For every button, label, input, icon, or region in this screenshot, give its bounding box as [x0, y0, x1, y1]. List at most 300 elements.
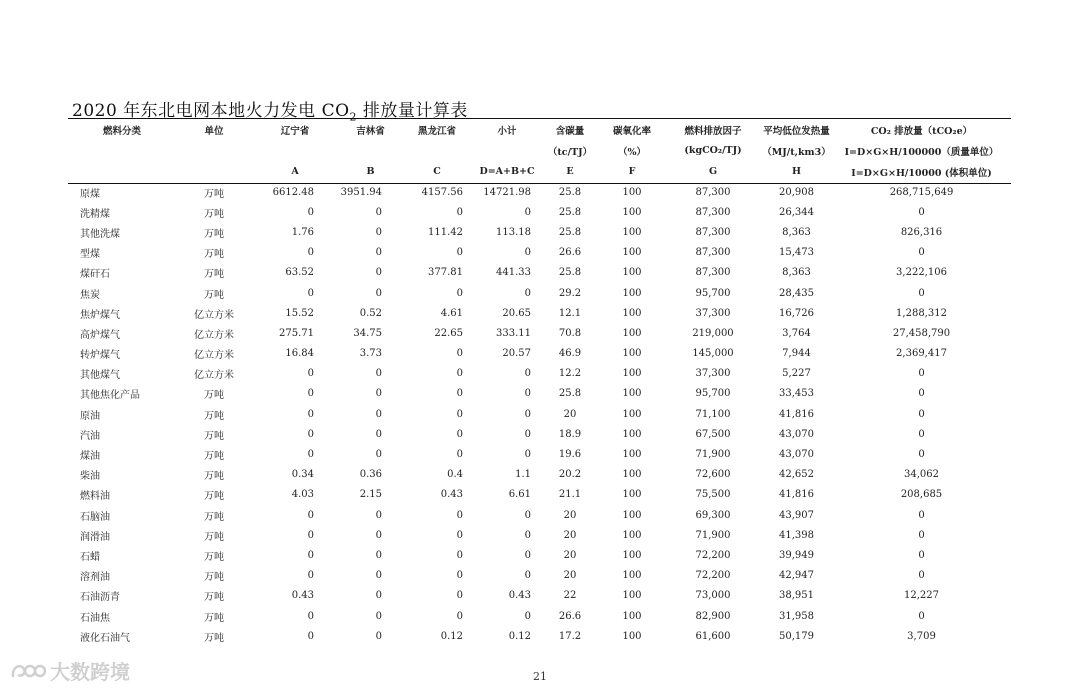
table-cell: 61,600	[695, 630, 731, 642]
header-cell: D=A+B+C	[479, 166, 535, 177]
table-cell: 20.2	[558, 469, 582, 481]
table-cell: 万吨	[204, 208, 224, 220]
table-cell: 25.8	[558, 186, 582, 198]
table-cell: 0	[375, 428, 382, 440]
header-cell: 平均低位发热量	[763, 125, 830, 137]
table-cell: 12.1	[558, 307, 582, 319]
header-cell	[250, 140, 340, 161]
table-cell: 826,316	[900, 226, 943, 238]
table-cell: 33,453	[779, 388, 814, 400]
table-cell: 0	[375, 630, 382, 642]
table-cell: 0	[524, 388, 531, 400]
table-cell: 275.71	[279, 327, 314, 339]
page-number: 21	[533, 670, 547, 683]
header-cell: 燃料分类	[103, 125, 142, 137]
table-cell: 14721.98	[483, 186, 531, 198]
table-cell: 95,700	[695, 287, 731, 299]
fuel-name-cell: 焦炉煤气	[80, 309, 120, 321]
header-cell	[340, 140, 401, 161]
fuel-name-cell: 型煤	[80, 249, 100, 261]
table-cell: 25.8	[558, 226, 582, 238]
table-cell: 万吨	[204, 632, 224, 644]
table-cell: 0	[375, 267, 382, 279]
table-cell: 0	[918, 388, 925, 400]
table-row	[68, 283, 1011, 303]
table-cell: 20	[563, 529, 577, 541]
table-cell: 0.34	[291, 469, 314, 481]
table-cell: 万吨	[204, 430, 224, 442]
table-row	[68, 182, 1011, 202]
table-cell: 0.43	[440, 489, 463, 501]
header-cell: （tc/TJ）	[547, 146, 593, 158]
header-cell: (kgCO₂/TJ)	[684, 145, 742, 156]
table-cell: 0	[307, 368, 314, 380]
table-cell: 亿立方米	[194, 370, 234, 382]
table-cell: 0.43	[508, 590, 531, 602]
header-cell: I=D×G×H/100000（质量单位）	[844, 146, 999, 158]
table-cell: 0	[375, 509, 382, 521]
table-row	[68, 485, 1011, 505]
table-cell: 26.6	[558, 247, 582, 259]
table-cell: 268,715,649	[889, 186, 954, 198]
fuel-name-cell: 燃料油	[80, 491, 110, 503]
table-cell: 42,652	[779, 469, 814, 481]
table-cell: 0	[456, 287, 463, 299]
table-cell: 111.42	[428, 226, 463, 238]
table-cell: 0	[307, 428, 314, 440]
table-cell: 0	[918, 610, 925, 622]
fuel-name-cell: 其他煤气	[80, 370, 120, 382]
table-cell: 0	[456, 549, 463, 561]
header-cell: C	[433, 166, 441, 177]
table-cell: 0.12	[508, 630, 531, 642]
table-cell: 22.65	[434, 327, 463, 339]
table-cell: 0	[307, 449, 314, 461]
table-cell: 3,764	[782, 327, 811, 339]
table-cell: 18.9	[558, 428, 582, 440]
table-cell: 41,398	[779, 529, 814, 541]
table-cell: 50,179	[779, 630, 814, 642]
table-cell: 29.2	[558, 287, 582, 299]
table-cell: 0	[524, 549, 531, 561]
table-cell: 25.8	[558, 388, 582, 400]
header-cell	[68, 140, 178, 161]
table-cell: 0	[524, 408, 531, 420]
table-cell: 20.57	[502, 348, 531, 360]
table-cell: 20	[563, 549, 577, 561]
title-subscript: 2	[349, 110, 358, 124]
fuel-name-cell: 原油	[80, 410, 100, 422]
table-cell: 39,949	[779, 549, 814, 561]
table-cell: 100	[622, 408, 642, 420]
table-cell: 0	[456, 388, 463, 400]
table-cell: 100	[622, 489, 642, 501]
table-cell: 100	[622, 307, 642, 319]
table-cell: 37,300	[695, 368, 731, 380]
table-cell: 0	[375, 287, 382, 299]
fuel-name-cell: 柴油	[80, 471, 100, 483]
header-cell: 单位	[204, 125, 224, 137]
table-cell: 0	[918, 247, 925, 259]
table-cell: 0	[307, 549, 314, 561]
table-row	[68, 566, 1011, 586]
table-cell: 万吨	[204, 249, 224, 261]
table-row	[68, 525, 1011, 545]
table-cell: 0	[524, 570, 531, 582]
table-cell: 3951.94	[340, 186, 382, 198]
table-cell: 100	[622, 226, 642, 238]
table-cell: 38,951	[779, 590, 814, 602]
table-cell: 4157.56	[421, 186, 463, 198]
table-cell: 0.43	[291, 590, 314, 602]
table-cell: 万吨	[204, 269, 224, 281]
fuel-name-cell: 润滑油	[80, 531, 110, 543]
table-cell: 0.36	[359, 469, 382, 481]
title-suffix: 排放量计算表	[357, 101, 468, 121]
table-cell: 0	[456, 428, 463, 440]
table-cell: 100	[622, 449, 642, 461]
table-cell: 0.12	[440, 630, 463, 642]
table-cell: 100	[622, 186, 642, 198]
table-cell: 100	[622, 206, 642, 218]
table-cell: 0	[375, 408, 382, 420]
table-cell: 26.6	[558, 610, 582, 622]
table-cell: 0	[456, 570, 463, 582]
table-row	[68, 465, 1011, 485]
table-cell: 0	[524, 428, 531, 440]
table-cell: 100	[622, 247, 642, 259]
table-cell: 100	[622, 327, 642, 339]
table-cell: 100	[622, 509, 642, 521]
table-row	[68, 344, 1011, 364]
header-cell: 辽宁省	[280, 125, 310, 137]
table-cell: 0	[456, 590, 463, 602]
table-cell: 0	[918, 368, 925, 380]
table-cell: 377.81	[428, 267, 463, 279]
table-cell: 0	[456, 247, 463, 259]
table-cell: 3.73	[359, 348, 382, 360]
fuel-name-cell: 石油沥青	[80, 592, 120, 604]
table-cell: 20	[563, 509, 577, 521]
table-row	[68, 243, 1011, 263]
table-row	[68, 424, 1011, 444]
table-row	[68, 545, 1011, 565]
fuel-name-cell: 石油焦	[80, 612, 110, 624]
table-cell: 87,300	[695, 247, 731, 259]
watermark	[10, 656, 130, 685]
emissions-table	[68, 119, 1011, 646]
header-cell	[178, 140, 250, 161]
table-cell: 100	[622, 529, 642, 541]
table-cell: 万吨	[204, 471, 224, 483]
table-row	[68, 505, 1011, 525]
table-row	[68, 263, 1011, 283]
table-cell: 0	[456, 610, 463, 622]
table-cell: 12,227	[904, 590, 939, 602]
table-cell: 41,816	[779, 489, 814, 501]
header-cell: F	[628, 166, 636, 177]
table-cell: 75,500	[695, 489, 731, 501]
table-cell: 0	[375, 388, 382, 400]
table-cell: 22	[563, 590, 577, 602]
table-cell: 7,944	[782, 348, 811, 360]
table-cell: 亿立方米	[194, 309, 234, 321]
table-cell: 87,300	[695, 267, 731, 279]
table-cell: 34.75	[353, 327, 382, 339]
fuel-name-cell: 汽油	[80, 430, 100, 442]
table-cell: 0	[918, 428, 925, 440]
header-cell: H	[792, 166, 801, 177]
table-row	[68, 222, 1011, 242]
table-cell: 3,222,106	[896, 267, 947, 279]
table-row	[68, 202, 1011, 222]
table-cell: 20	[563, 570, 577, 582]
header-cell: 含碳量	[555, 125, 585, 137]
table-cell: 4.61	[440, 307, 463, 319]
fuel-name-cell: 高炉煤气	[80, 329, 120, 341]
table-cell: 113.18	[496, 226, 531, 238]
table-cell: 100	[622, 630, 642, 642]
table-cell: 0	[307, 206, 314, 218]
header-cell: A	[291, 166, 299, 177]
table-cell: 37,300	[695, 307, 731, 319]
table-row	[68, 364, 1011, 384]
table-cell: 0	[375, 449, 382, 461]
table-cell: 0	[375, 368, 382, 380]
table-cell: 0.4	[447, 469, 463, 481]
header-cell: 燃料排放因子	[684, 125, 742, 137]
table-cell: 0	[456, 449, 463, 461]
table-cell: 69,300	[695, 509, 731, 521]
table-header	[68, 119, 1011, 182]
table-cell: 万吨	[204, 551, 224, 563]
table-cell: 0	[375, 610, 382, 622]
table-cell: 15.52	[285, 307, 314, 319]
table-cell: 0	[918, 449, 925, 461]
table-cell: 16.84	[285, 348, 314, 360]
table-cell: 1.76	[291, 226, 314, 238]
table-cell: 0	[456, 368, 463, 380]
table-cell: 3,709	[907, 630, 936, 642]
table-cell: 5,227	[782, 368, 811, 380]
table-cell: 100	[622, 368, 642, 380]
table-cell: 71,100	[695, 408, 731, 420]
table-row	[68, 404, 1011, 424]
table-cell: 100	[622, 590, 642, 602]
table-cell: 20.65	[502, 307, 531, 319]
table-cell: 72,200	[695, 549, 731, 561]
table-cell: 100	[622, 388, 642, 400]
table-row	[68, 444, 1011, 464]
header-cell: 吉林省	[356, 125, 385, 137]
table-cell: 441.33	[496, 267, 531, 279]
table-cell: 73,000	[695, 590, 731, 602]
table-cell: 28,435	[779, 287, 814, 299]
table-cell: 0	[524, 206, 531, 218]
table-row	[68, 586, 1011, 606]
table-cell: 15,473	[779, 247, 814, 259]
table-cell: 41,816	[779, 408, 814, 420]
table-cell: 万吨	[204, 390, 224, 402]
table-cell: 万吨	[204, 592, 224, 604]
table-cell: 万吨	[204, 572, 224, 584]
table-cell: 0	[918, 529, 925, 541]
table-cell: 17.2	[558, 630, 582, 642]
table-cell: 43,070	[779, 428, 814, 440]
header-cell: E	[566, 166, 574, 177]
table-cell: 0	[524, 247, 531, 259]
table-cell: 100	[622, 469, 642, 481]
fuel-name-cell: 其他焦化产品	[80, 390, 140, 402]
table-cell: 0	[375, 247, 382, 259]
table-cell: 219,000	[692, 327, 734, 339]
header-cell: （%）	[617, 146, 647, 158]
table-cell: 0	[918, 287, 925, 299]
table-cell: 8,363	[782, 226, 811, 238]
header-cell: 小计	[497, 125, 517, 137]
table-cell: 34,062	[904, 469, 939, 481]
fuel-name-cell: 焦炭	[80, 289, 100, 301]
table-row	[68, 626, 1011, 646]
table-cell: 4.03	[291, 489, 314, 501]
table-cell: 0	[375, 226, 382, 238]
table-cell: 100	[622, 267, 642, 279]
table-cell: 71,900	[695, 449, 731, 461]
table-cell: 0	[307, 388, 314, 400]
fuel-name-cell: 石蜡	[80, 551, 100, 563]
table-cell: 0	[524, 368, 531, 380]
table-cell: 0	[918, 549, 925, 561]
header-cell	[68, 161, 178, 182]
table-cell: 19.6	[558, 449, 582, 461]
table-cell: 67,500	[695, 428, 731, 440]
header-cell	[401, 140, 473, 161]
table-cell: 25.8	[558, 206, 582, 218]
header-cell: I=D×G×H/10000 (体积单位)	[851, 167, 992, 179]
brand-logo-icon	[10, 659, 46, 683]
table-cell: 0	[375, 570, 382, 582]
table-cell: 87,300	[695, 186, 731, 198]
table-cell: 0	[918, 570, 925, 582]
table-cell: 0	[307, 247, 314, 259]
fuel-name-cell: 原煤	[80, 188, 100, 200]
title-prefix: 2020 年东北电网本地火力发电 CO	[72, 101, 350, 121]
table-cell: 100	[622, 287, 642, 299]
table-cell: 0	[307, 408, 314, 420]
table-row	[68, 384, 1011, 404]
table-cell: 145,000	[692, 348, 734, 360]
header-cell: 碳氧化率	[612, 125, 651, 137]
table-cell: 100	[622, 348, 642, 360]
table-cell: 20,908	[779, 186, 814, 198]
table-cell: 万吨	[204, 511, 224, 523]
fuel-name-cell: 石脑油	[80, 511, 110, 523]
table-cell: 0	[307, 570, 314, 582]
header-cell: 黑龙江省	[417, 125, 456, 137]
table-cell: 0	[375, 529, 382, 541]
table-cell: 70.8	[558, 327, 582, 339]
table-cell: 亿立方米	[194, 329, 234, 341]
header-row	[68, 140, 1011, 161]
table-cell: 0	[307, 529, 314, 541]
table-cell: 2.15	[359, 489, 382, 501]
table-cell: 万吨	[204, 491, 224, 503]
header-row	[68, 161, 1011, 182]
table-cell: 万吨	[204, 289, 224, 301]
watermark-text: 大数跨境	[50, 660, 130, 684]
header-cell: G	[708, 166, 718, 177]
table-cell: 6.61	[508, 489, 531, 501]
table-cell: 0	[524, 529, 531, 541]
table-cell: 0	[375, 206, 382, 218]
table-cell: 63.52	[285, 267, 314, 279]
table-cell: 25.8	[558, 267, 582, 279]
table-row	[68, 606, 1011, 626]
table-cell: 12.2	[558, 368, 582, 380]
table-cell: 16,726	[779, 307, 814, 319]
table-cell: 万吨	[204, 451, 224, 463]
table-cell: 0	[524, 509, 531, 521]
table-cell: 72,200	[695, 570, 731, 582]
table-cell: 43,907	[779, 509, 814, 521]
header-cell: CO₂ 排放量（tCO₂e）	[870, 125, 973, 137]
table-row	[68, 303, 1011, 323]
header-cell	[473, 140, 541, 161]
table-cell: 95,700	[695, 388, 731, 400]
table-cell: 0	[307, 630, 314, 642]
table-cell: 0	[918, 509, 925, 521]
table-cell: 0	[307, 509, 314, 521]
table-cell: 2,369,417	[896, 348, 947, 360]
table-cell: 208,685	[900, 489, 943, 501]
fuel-name-cell: 煤矸石	[80, 269, 110, 281]
table-cell: 100	[622, 428, 642, 440]
table-cell: 0	[456, 408, 463, 420]
table-cell: 100	[622, 549, 642, 561]
table-cell: 333.11	[496, 327, 531, 339]
table-cell: 亿立方米	[194, 350, 234, 362]
table-cell: 1.1	[515, 469, 531, 481]
fuel-name-cell: 转炉煤气	[80, 350, 120, 362]
table-cell: 万吨	[204, 531, 224, 543]
table-cell: 27,458,790	[892, 327, 951, 339]
header-cell	[178, 161, 250, 182]
table-cell: 0	[375, 549, 382, 561]
table-cell: 0	[918, 408, 925, 420]
table-cell: 100	[622, 570, 642, 582]
fuel-name-cell: 溶剂油	[80, 572, 110, 584]
table-cell: 1,288,312	[896, 307, 947, 319]
table-cell: 20	[563, 408, 577, 420]
table-cell: 87,300	[695, 226, 731, 238]
table-cell: 82,900	[695, 610, 731, 622]
header-row	[68, 119, 1011, 140]
table-cell: 31,958	[779, 610, 814, 622]
table-body	[68, 182, 1011, 646]
table-cell: 42,947	[779, 570, 814, 582]
table-cell: 46.9	[558, 348, 582, 360]
table-cell: 0	[307, 287, 314, 299]
fuel-name-cell: 煤油	[80, 451, 100, 463]
table-cell: 0	[307, 610, 314, 622]
table-cell: 万吨	[204, 612, 224, 624]
table-cell: 72,600	[695, 469, 731, 481]
table-cell: 0	[456, 509, 463, 521]
table-cell: 0	[456, 529, 463, 541]
fuel-name-cell: 其他洗煤	[80, 228, 120, 240]
table-cell: 6612.48	[272, 186, 314, 198]
table-cell: 0	[524, 610, 531, 622]
